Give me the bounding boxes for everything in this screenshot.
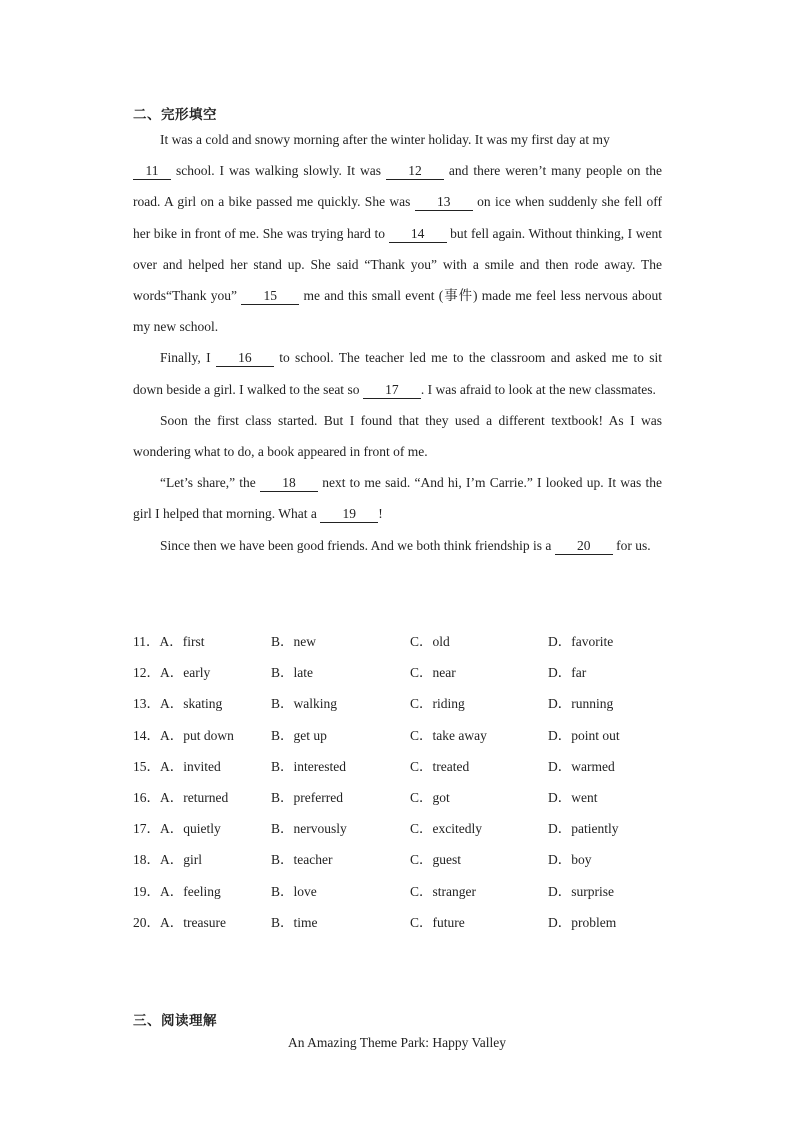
reading-passage-title: An Amazing Theme Park: Happy Valley [287, 1035, 507, 1050]
question-row-12 [133, 653, 673, 684]
option-c: C．future [410, 914, 465, 930]
option-b: B．interested [271, 758, 346, 774]
paragraph-5: Since then we have been good friends. And we both think friendship is a 20 for us. [160, 537, 651, 553]
option-a: 20．A．treasure [133, 914, 226, 930]
option-c: C．treated [410, 758, 470, 774]
option-a: 12．A．early [133, 665, 211, 681]
option-a: 14．A．put down [133, 727, 234, 743]
blank-20: 20 [555, 538, 613, 555]
blank-15: 15 [241, 288, 299, 305]
option-a: 13．A．skating [133, 696, 223, 712]
blank-18: 18 [260, 475, 318, 492]
option-a: 17．A．quietly [133, 821, 221, 837]
option-b: B．late [271, 665, 313, 681]
question-row-19 [133, 872, 673, 903]
option-c: C．guest [410, 852, 462, 868]
option-c: C．near [410, 665, 456, 681]
option-d: D．patiently [548, 821, 619, 837]
option-b: B．time [271, 914, 318, 930]
blank-16: 16 [216, 350, 274, 367]
option-c: C．riding [410, 696, 465, 712]
option-c: C．stranger [410, 883, 476, 899]
paragraph-4: “Let’s share,” the 18 next to me said. “And hi, I’m Carrie.” I looked up. It was the girl I helped that morning. What a 19 ! [133, 475, 662, 522]
option-d: D．problem [548, 914, 617, 930]
option-a: 11．A．first [133, 634, 205, 649]
answer-options [133, 622, 673, 934]
option-b: B．walking [271, 696, 337, 712]
question-row-18 [133, 840, 673, 871]
option-d: D．point out [548, 727, 620, 743]
option-a: 16．A．returned [133, 789, 229, 805]
option-c: C．got [410, 789, 450, 805]
option-d: D．warmed [548, 758, 615, 774]
option-b: B．nervously [271, 821, 347, 837]
option-d: D．far [548, 665, 587, 681]
question-row-17 [133, 809, 673, 840]
blank-11: 11 [133, 163, 171, 180]
blank-17: 17 [363, 382, 421, 399]
cloze-passage [133, 124, 662, 561]
option-a: 19．A．feeling [133, 883, 221, 899]
option-b: B．new [271, 634, 316, 649]
option-b: B．love [271, 883, 317, 899]
option-c: C．excitedly [410, 821, 482, 837]
blank-14: 14 [389, 226, 447, 243]
question-row-11 [133, 622, 673, 653]
blank-13: 13 [415, 194, 473, 211]
option-a: 18．A．girl [133, 852, 202, 868]
option-d: D．boy [548, 852, 592, 868]
option-b: B．get up [271, 727, 327, 743]
paragraph-2: Finally, I 16 to school. The teacher led me to the classroom and asked me to sit down beside a girl. I walked to the seat so 17 . I was afraid to look at the new classmates. [133, 350, 662, 397]
option-c: C．take away [410, 727, 487, 743]
option-d: D．favorite [548, 634, 614, 649]
option-d: D．surprise [548, 883, 614, 899]
blank-19: 19 [320, 506, 378, 523]
section-heading-cloze: 二、完形填空 [133, 107, 217, 123]
option-d: D．running [548, 696, 614, 712]
paragraph-3: Soon the first class started. But I found that they used a different textbook! As I was wondering what to do, a book appeared in front of me. [133, 412, 662, 460]
option-d: D．went [548, 789, 598, 805]
question-row-20 [133, 903, 673, 934]
section-heading-reading: 三、阅读理解 [133, 1013, 217, 1029]
option-c: C．old [410, 634, 450, 649]
option-a: 15．A．invited [133, 758, 221, 774]
question-row-13 [133, 684, 673, 715]
option-b: B．preferred [271, 789, 343, 805]
option-b: B．teacher [271, 852, 333, 868]
question-row-15 [133, 747, 673, 778]
paragraph-1: It was a cold and snowy morning after the winter holiday. It was my first day at my 11 school. I was walking slowly. It was 12 and there weren’t many people on the road. A girl on a bike passed me quickly. She was 13 on ice when suddenly she fell off her bike in front of me. She was trying hard to 14 but fell again. Without thinking, I went over and helped her stand up. She said “Thank you” with a smile and then rode away. The words“Thank you” 15 me and this small event (事件) made me feel less nervous about my new school. [133, 132, 662, 335]
blank-12: 12 [386, 163, 444, 180]
question-row-14 [133, 716, 673, 747]
question-row-16 [133, 778, 673, 809]
